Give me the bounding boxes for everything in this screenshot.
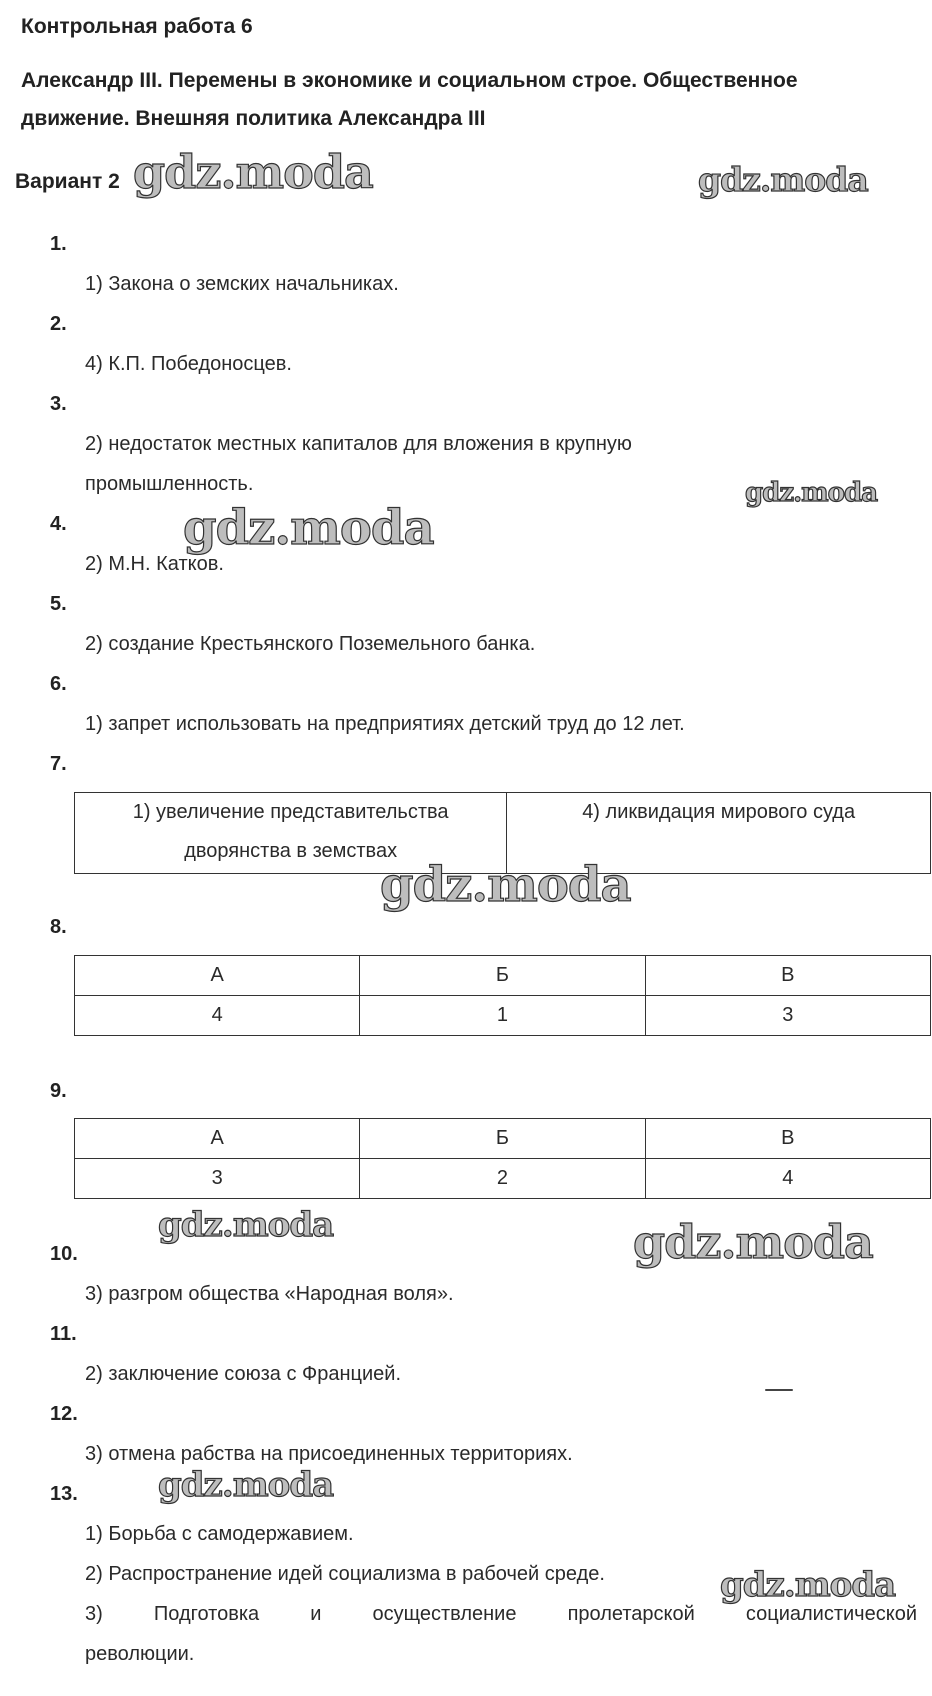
page-title: Контрольная работа 6 — [21, 15, 253, 38]
question-number-4: 4. — [50, 513, 67, 535]
answer-13-item-2: 2) Распространение идей социализма в рабочей среде. — [85, 1563, 605, 1585]
watermark-logo: gdz.moda — [380, 857, 631, 913]
answer-9-value-c: 4 — [645, 1159, 930, 1199]
question-number-2: 2. — [50, 313, 67, 335]
answer-9-value-b: 2 — [360, 1159, 645, 1199]
watermark-logo: gdz.moda — [745, 478, 878, 508]
answer-8-value-a: 4 — [75, 996, 360, 1036]
answer-6: 1) запрет использовать на предприятиях детский труд до 12 лет. — [85, 713, 685, 735]
answer-7-cell-1-line-1: 1) увеличение представительства — [132, 801, 449, 823]
question-number-10: 10. — [50, 1243, 78, 1265]
answer-9-table — [74, 1118, 931, 1199]
answer-13-item-1: 1) Борьба с самодержавием. — [85, 1523, 354, 1545]
topic-line-2: движение. Внешняя политика Александра III — [21, 107, 486, 130]
question-number-12: 12. — [50, 1403, 78, 1425]
watermark-logo: gdz.moda — [133, 145, 373, 199]
answer-8-header-c: В — [645, 956, 930, 996]
stray-mark — [765, 1389, 793, 1391]
answer-9-header-a: А — [75, 1119, 360, 1159]
question-number-13: 13. — [50, 1483, 78, 1505]
answer-13-item-3-line-2: революции. — [85, 1643, 195, 1665]
answer-7-cell-2: 4) ликвидация мирового суда — [507, 793, 931, 874]
watermark-logo: gdz.moda — [698, 160, 868, 199]
question-number-9: 9. — [50, 1080, 67, 1102]
answer-4: 2) М.Н. Катков. — [85, 553, 224, 575]
question-number-1: 1. — [50, 233, 67, 255]
question-number-6: 6. — [50, 673, 67, 695]
answer-12: 3) отмена рабства на присоединенных территориях. — [85, 1443, 573, 1465]
answer-7-cell-1-line-2: дворянства в земствах — [184, 840, 398, 862]
topic-line-1: Александр III. Перемены в экономике и социальном строе. Общественное — [21, 69, 798, 92]
variant-label: Вариант 2 — [15, 170, 120, 193]
answer-3-line-1: 2) недостаток местных капиталов для вложения в крупную — [85, 433, 632, 455]
answer-9-value-a: 3 — [75, 1159, 360, 1199]
answer-3-line-2: промышленность. — [85, 473, 254, 495]
answer-8-table — [74, 955, 931, 1036]
watermark-logo: gdz.moda — [183, 500, 434, 556]
answer-8-header-b: Б — [360, 956, 645, 996]
answer-2: 4) К.П. Победоносцев. — [85, 353, 292, 375]
watermark-logo: gdz.moda — [633, 1215, 873, 1269]
answer-8-value-c: 3 — [645, 996, 930, 1036]
answer-11: 2) заключение союза с Францией. — [85, 1363, 402, 1385]
answer-1: 1) Закона о земских начальниках. — [85, 273, 399, 295]
question-number-7: 7. — [50, 753, 67, 775]
question-number-5: 5. — [50, 593, 67, 615]
watermark-logo: gdz.moda — [720, 1565, 896, 1605]
watermark-logo: gdz.moda — [158, 1205, 334, 1245]
question-number-11: 11. — [50, 1323, 77, 1345]
answer-10: 3) разгром общества «Народная воля». — [85, 1283, 454, 1305]
answer-8-header-a: А — [75, 956, 360, 996]
answer-9-header-c: В — [645, 1119, 930, 1159]
question-number-8: 8. — [50, 916, 67, 938]
answer-13-item-3-line-1: 3) Подготовка и осуществление пролетарской социалистической — [85, 1603, 917, 1625]
answer-5: 2) создание Крестьянского Поземельного банка. — [85, 633, 536, 655]
watermark-logo: gdz.moda — [158, 1465, 334, 1505]
answer-8-value-b: 1 — [360, 996, 645, 1036]
question-number-3: 3. — [50, 393, 67, 415]
answer-9-header-b: Б — [360, 1119, 645, 1159]
